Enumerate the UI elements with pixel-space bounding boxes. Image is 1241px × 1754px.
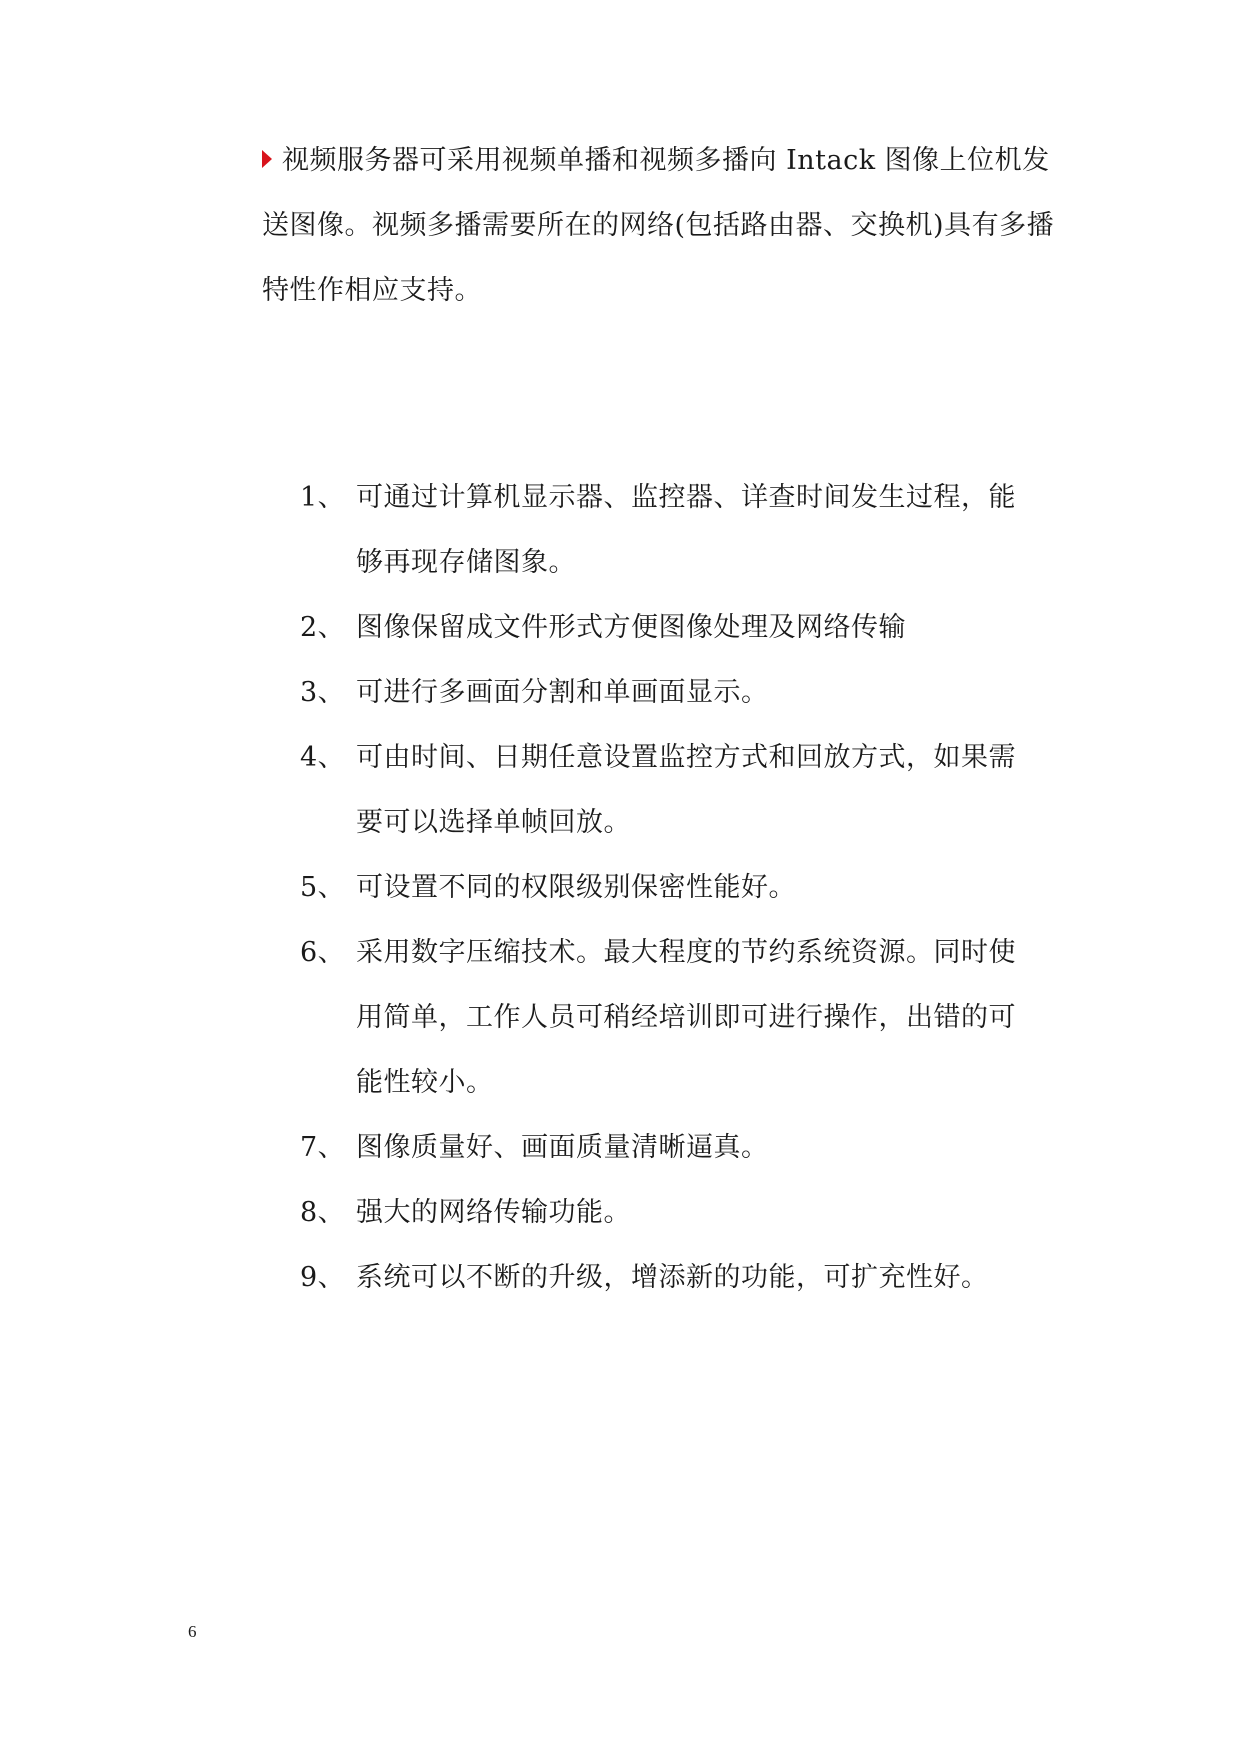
feature-number: 1、 bbox=[300, 482, 346, 513]
feature-text-line: 可进行多画面分割和单画面显示。 bbox=[356, 677, 769, 708]
feature-text bbox=[356, 465, 1060, 595]
feature-number: 5、 bbox=[300, 872, 346, 903]
intro-line: 送图像。视频多播需要所在的网络(包括路由器、交换机)具有多播 bbox=[262, 210, 1055, 241]
feature-text bbox=[356, 920, 1060, 1115]
feature-text bbox=[356, 1115, 1060, 1180]
feature-item-7 bbox=[300, 1115, 1060, 1180]
intro-paragraph bbox=[262, 128, 1122, 323]
feature-item-3 bbox=[300, 660, 1060, 725]
feature-text-line: 够再现存储图象。 bbox=[356, 547, 576, 578]
feature-text-line: 采用数字压缩技术。最大程度的节约系统资源。同时使 bbox=[356, 937, 1016, 968]
feature-text-line: 能性较小。 bbox=[356, 1067, 494, 1098]
feature-item-4 bbox=[300, 725, 1060, 855]
feature-text bbox=[356, 855, 1060, 920]
feature-number: 6、 bbox=[300, 937, 346, 968]
feature-text bbox=[356, 1180, 1060, 1245]
feature-text-line: 要可以选择单帧回放。 bbox=[356, 807, 631, 838]
feature-number: 9、 bbox=[300, 1262, 346, 1293]
feature-list bbox=[300, 465, 1060, 1310]
feature-text-line: 可设置不同的权限级别保密性能好。 bbox=[356, 872, 796, 903]
feature-number: 2、 bbox=[300, 612, 346, 643]
feature-text-line: 系统可以不断的升级，增添新的功能，可扩充性好。 bbox=[356, 1262, 989, 1293]
page-number: 6 bbox=[188, 1622, 197, 1641]
feature-text-line: 用简单，工作人员可稍经培训即可进行操作，出错的可 bbox=[356, 1002, 1016, 1033]
feature-text bbox=[356, 725, 1060, 855]
feature-number: 8、 bbox=[300, 1197, 346, 1228]
feature-text-line: 可通过计算机显示器、监控器、详查时间发生过程，能 bbox=[356, 482, 1016, 513]
feature-number: 7、 bbox=[300, 1132, 346, 1163]
feature-text-line: 图像质量好、画面质量清晰逼真。 bbox=[356, 1132, 769, 1163]
feature-number: 3、 bbox=[300, 677, 346, 708]
feature-item-1 bbox=[300, 465, 1060, 595]
feature-item-8 bbox=[300, 1180, 1060, 1245]
feature-item-6 bbox=[300, 920, 1060, 1115]
feature-text bbox=[356, 1245, 1060, 1310]
intro-line-text: 视频服务器可采用视频单播和视频多播向 Intack 图像上位机发 bbox=[282, 145, 1050, 176]
intro-line: 特性作相应支持。 bbox=[262, 275, 482, 306]
feature-number: 4、 bbox=[300, 742, 346, 773]
feature-text bbox=[356, 595, 1060, 660]
feature-item-5 bbox=[300, 855, 1060, 920]
feature-item-2 bbox=[300, 595, 1060, 660]
feature-text-line: 图像保留成文件形式方便图像处理及网络传输 bbox=[356, 612, 906, 643]
feature-text-line: 可由时间、日期任意设置监控方式和回放方式，如果需 bbox=[356, 742, 1016, 773]
red-triangle-arrow-icon bbox=[262, 150, 272, 168]
feature-item-9 bbox=[300, 1245, 1060, 1310]
feature-text-line: 强大的网络传输功能。 bbox=[356, 1197, 631, 1228]
intro-line bbox=[262, 128, 1122, 193]
feature-text bbox=[356, 660, 1060, 725]
